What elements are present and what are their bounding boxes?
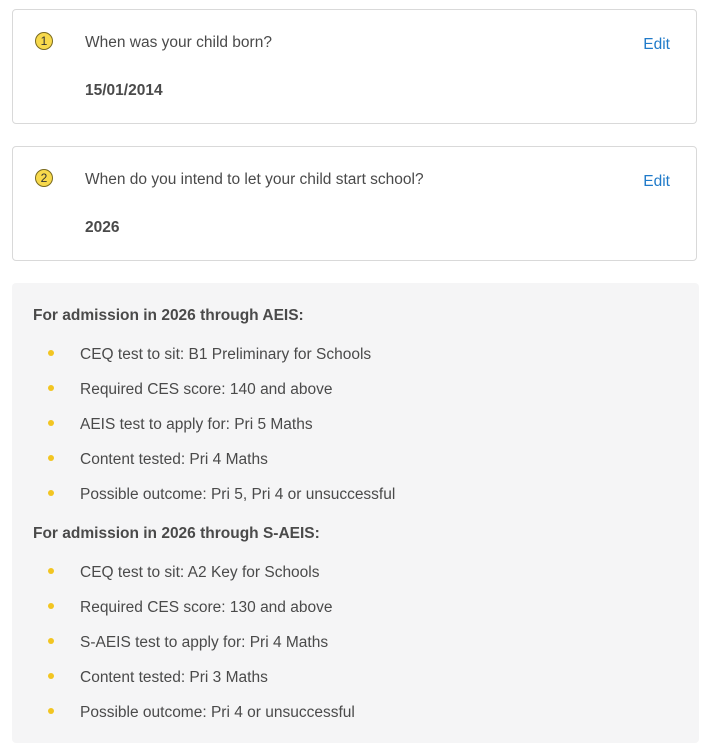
question-text: When do you intend to let your child start school?	[85, 171, 424, 188]
bullet-icon	[48, 708, 54, 714]
list-item: S-AEIS test to apply for: Pri 4 Maths	[48, 634, 328, 652]
list-item: Required CES score: 130 and above	[48, 599, 332, 617]
results-panel	[12, 283, 699, 743]
answer-value: 15/01/2014	[85, 82, 163, 99]
list-item: Possible outcome: Pri 4 or unsuccessful	[48, 704, 355, 722]
list-item: AEIS test to apply for: Pri 5 Maths	[48, 416, 313, 434]
step-number-badge: 1	[35, 32, 53, 50]
answer-value: 2026	[85, 219, 120, 236]
question-text: When was your child born?	[85, 34, 272, 51]
question-card-birthdate	[12, 9, 697, 124]
bullet-icon	[48, 385, 54, 391]
list-item: Required CES score: 140 and above	[48, 381, 332, 399]
aeis-section-title: For admission in 2026 through AEIS:	[33, 307, 304, 324]
bullet-icon	[48, 568, 54, 574]
saeis-section-title: For admission in 2026 through S-AEIS:	[33, 525, 320, 542]
step-number-badge: 2	[35, 169, 53, 187]
bullet-icon	[48, 603, 54, 609]
bullet-icon	[48, 638, 54, 644]
list-item: Possible outcome: Pri 5, Pri 4 or unsuccessful	[48, 486, 395, 504]
bullet-icon	[48, 490, 54, 496]
list-item: CEQ test to sit: B1 Preliminary for Schools	[48, 346, 371, 364]
list-item: Content tested: Pri 4 Maths	[48, 451, 268, 469]
bullet-icon	[48, 455, 54, 461]
bullet-icon	[48, 673, 54, 679]
list-item: CEQ test to sit: A2 Key for Schools	[48, 564, 320, 582]
edit-start-year-link[interactable]: Edit	[643, 173, 670, 190]
edit-birthdate-link[interactable]: Edit	[643, 36, 670, 53]
question-card-start-year	[12, 146, 697, 261]
bullet-icon	[48, 350, 54, 356]
bullet-icon	[48, 420, 54, 426]
list-item: Content tested: Pri 3 Maths	[48, 669, 268, 687]
